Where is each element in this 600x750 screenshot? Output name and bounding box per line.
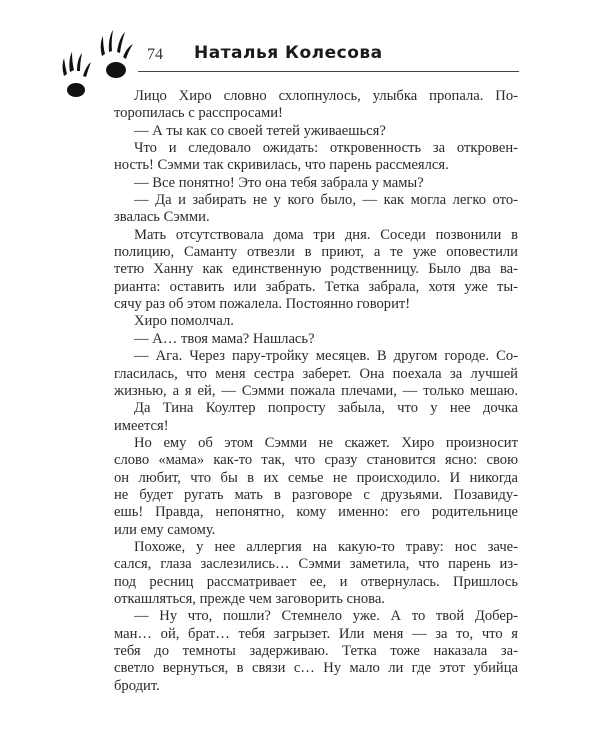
text-line: Похоже, у нее аллергия на какую-то траву: нос заче- (134, 538, 518, 555)
text-line: имеется! (114, 417, 169, 434)
text-line: — Да и забирать не у кого было, — как могла легко ото- (134, 192, 518, 209)
text-line: тетю Ханну как единственную родственницу. Было два ва- (114, 261, 518, 278)
text-line: — Ага. Через пару-тройку месяцев. В другом городе. Со- (134, 348, 518, 365)
text-line: — А ты как со своей тетей уживаешься? (134, 122, 386, 139)
text-line: рианта: оставить или забрать. Тетка забрала, хотя уже ты- (114, 278, 518, 295)
text-line: Хиро помолчал. (134, 313, 234, 330)
body-text (114, 88, 518, 695)
text-line: жизнью, а я ей, — Сэмми пожала плечами, — только мешаю. (114, 382, 518, 399)
running-header-author: Наталья Колесова (194, 43, 383, 63)
text-line: светло вернуться, в связи с… Ну мало ли где этот убийца (114, 660, 518, 677)
text-line: бродит. (114, 677, 160, 694)
text-line: — Все понятно! Это она тебя забрала у мамы? (134, 174, 424, 191)
text-line: ман… ой, брат… тебя загрызет. Или меня — за то, что я (114, 625, 518, 642)
text-line: Лицо Хиро словно схлопнулось, улыбка пропала. По- (134, 88, 518, 104)
text-line: ешь! Правда, непонятно, кому именно: его родительнице (114, 504, 518, 521)
text-line: или ему самому. (114, 521, 216, 538)
text-line: торопилась с расспросами! (114, 105, 283, 122)
text-line: Да Тина Коултер попросту забыла, что у нее дочка (134, 400, 518, 417)
text-line: откашляться, прежде чем заговорить снова. (114, 590, 385, 607)
text-line: не будет ругать мать в разговоре с друзьями. Позавиду- (114, 486, 518, 503)
text-line: сячу раз об этом пожалела. Постоянно говорит! (114, 296, 411, 313)
text-line: Что и следовало ожидать: откровенность за откровен- (134, 140, 518, 157)
text-line: слово «мама» как-то так, что сразу становится ясно: свою (114, 452, 518, 469)
text-line: звалась Сэмми. (114, 209, 210, 226)
text-line: Мать отсутствовала дома три дня. Соседи позвонили в (134, 226, 518, 243)
text-line: Но ему об этом Сэмми не скажет. Хиро произносит (134, 434, 518, 451)
text-line: — А… твоя мама? Нашлась? (134, 330, 315, 347)
text-line: — Ну что, пошли? Стемнело уже. А то твой Добер- (134, 608, 518, 625)
page-number: 74 (147, 46, 163, 63)
text-line: гласилась, что меня сестра заберет. Она поехала за лучшей (114, 365, 518, 382)
text-line: тебя до темноты задерживаю. Тетка тоже наказала за- (114, 643, 518, 659)
text-line: полицию, Саманту отвезли в приют, а те уже оповестили (114, 244, 518, 261)
text-line: под ресниц рассматривает ее, и отвернулась. Пришлось (114, 573, 518, 590)
text-line: он любит, что бы в их семье не происходило. И никогда (114, 469, 518, 486)
header-rule (138, 71, 519, 72)
text-line: ность! Сэмми так скривилась, что парень рассмеялся. (114, 157, 449, 174)
text-line: сался, глаза заслезились… Сэмми заметила, что парень из- (114, 556, 518, 573)
